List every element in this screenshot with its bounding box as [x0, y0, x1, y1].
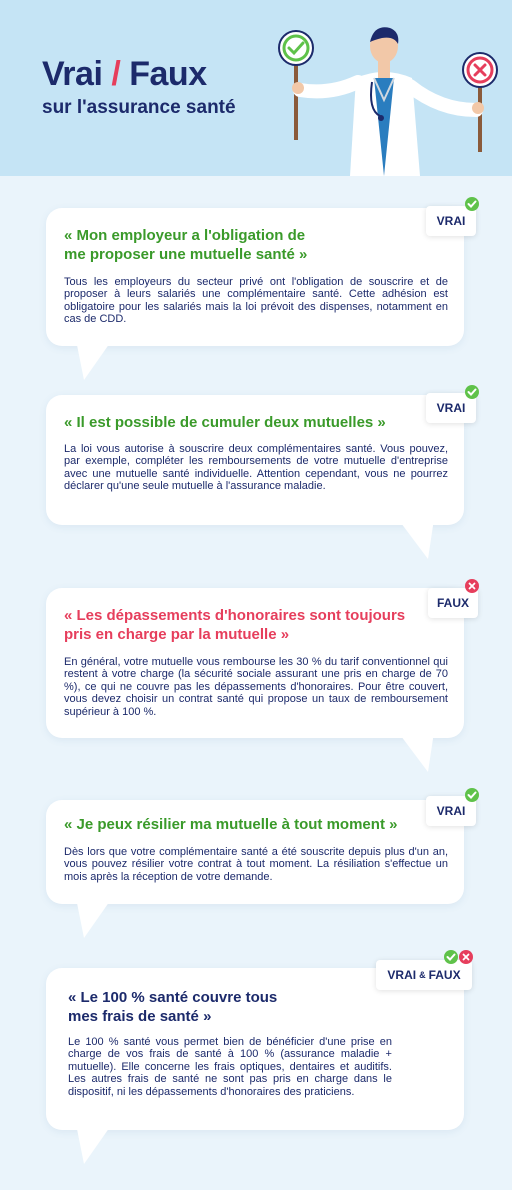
verdict-badge-5: VRAI & FAUX: [376, 960, 472, 990]
header-banner: [0, 0, 512, 176]
card-1-quote: « Mon employeur a l'obligation de me proposer une mutuelle santé »: [64, 227, 308, 263]
card-4-text: Dès lors que votre complémentaire santé a été souscrite depuis plus d'un an, vous pouvez résilier votre contrat à tout moment. La résiliation s'effectue un mois après la réception de votre demande.: [64, 846, 448, 883]
verdict-badge-3: FAUX: [428, 588, 478, 618]
check-icon: [444, 950, 458, 964]
bubble-tail: [76, 1124, 112, 1164]
card-3-text: En général, votre mutuelle vous rembourse les 30 % du tarif conventionnel qui restent à votre charge (la sécurité sociale assurant une pris en charge de 70 %), ce qui ne couvre pas les dépassements d'honoraires. Pour être couvert, vous devez choisir un contrat santé qui propose un taux de remboursement supérieur à 100 %.: [64, 656, 448, 718]
fact-card-4: [46, 800, 464, 904]
fact-card-1: [46, 208, 464, 346]
bubble-tail: [398, 519, 434, 559]
page-subtitle: sur l'assurance santé: [42, 97, 236, 118]
card-2-text: La loi vous autorise à souscrire deux complémentaires santé. Vous pouvez, par exemple, compléter les remboursements de votre mutuelle d'entreprise avec une mutuelle santé individuelle. Attention cependant, vous ne pourrez déclarer qu'une seule mutuelle à l'assurance maladie.: [64, 443, 448, 493]
fact-card-2: [46, 395, 464, 525]
bubble-tail: [76, 340, 112, 380]
card-2-quote: « Il est possible de cumuler deux mutuelles »: [64, 414, 386, 431]
verdict-badge-2: VRAI: [426, 393, 476, 423]
cross-icon: [465, 579, 479, 593]
verdict-badge-1: VRAI: [426, 206, 476, 236]
fact-card-5: [46, 968, 464, 1130]
check-icon: [465, 385, 479, 399]
card-4-quote: « Je peux résilier ma mutuelle à tout moment »: [64, 816, 398, 833]
bubble-tail: [76, 898, 112, 938]
bubble-tail: [398, 732, 434, 772]
card-5-quote: « Le 100 % santé couvre tous mes frais de santé »: [68, 989, 278, 1025]
verdict-badge-4: VRAI: [426, 796, 476, 826]
page-title: Vrai / Faux: [42, 55, 207, 93]
card-3-quote: « Les dépassements d'honoraires sont toujours pris en charge par la mutuelle »: [64, 607, 406, 643]
doctor-illustration: [270, 0, 512, 176]
check-icon: [465, 788, 479, 802]
card-1-text: Tous les employeurs du secteur privé ont l'obligation de souscrire et de proposer à leurs salariés une complémentaire santé. Cette adhésion est obligatoire pour les salariés mais la loi prévoit des dispenses, notamment en cas de CDD.: [64, 276, 448, 326]
card-5-text: Le 100 % santé vous permet bien de bénéficier d'une prise en charge de vos frais de santé à 100 % (assurance maladie + mutuelle). Elle concerne les frais optiques, dentaires et auditifs. Les autres frais de santé ne sont pas pris en charge dans le dispositif, ni les dépassements d'honoraires des praticiens.: [68, 1036, 392, 1098]
cross-icon: [459, 950, 473, 964]
check-icon: [465, 197, 479, 211]
fact-card-3: [46, 588, 464, 738]
